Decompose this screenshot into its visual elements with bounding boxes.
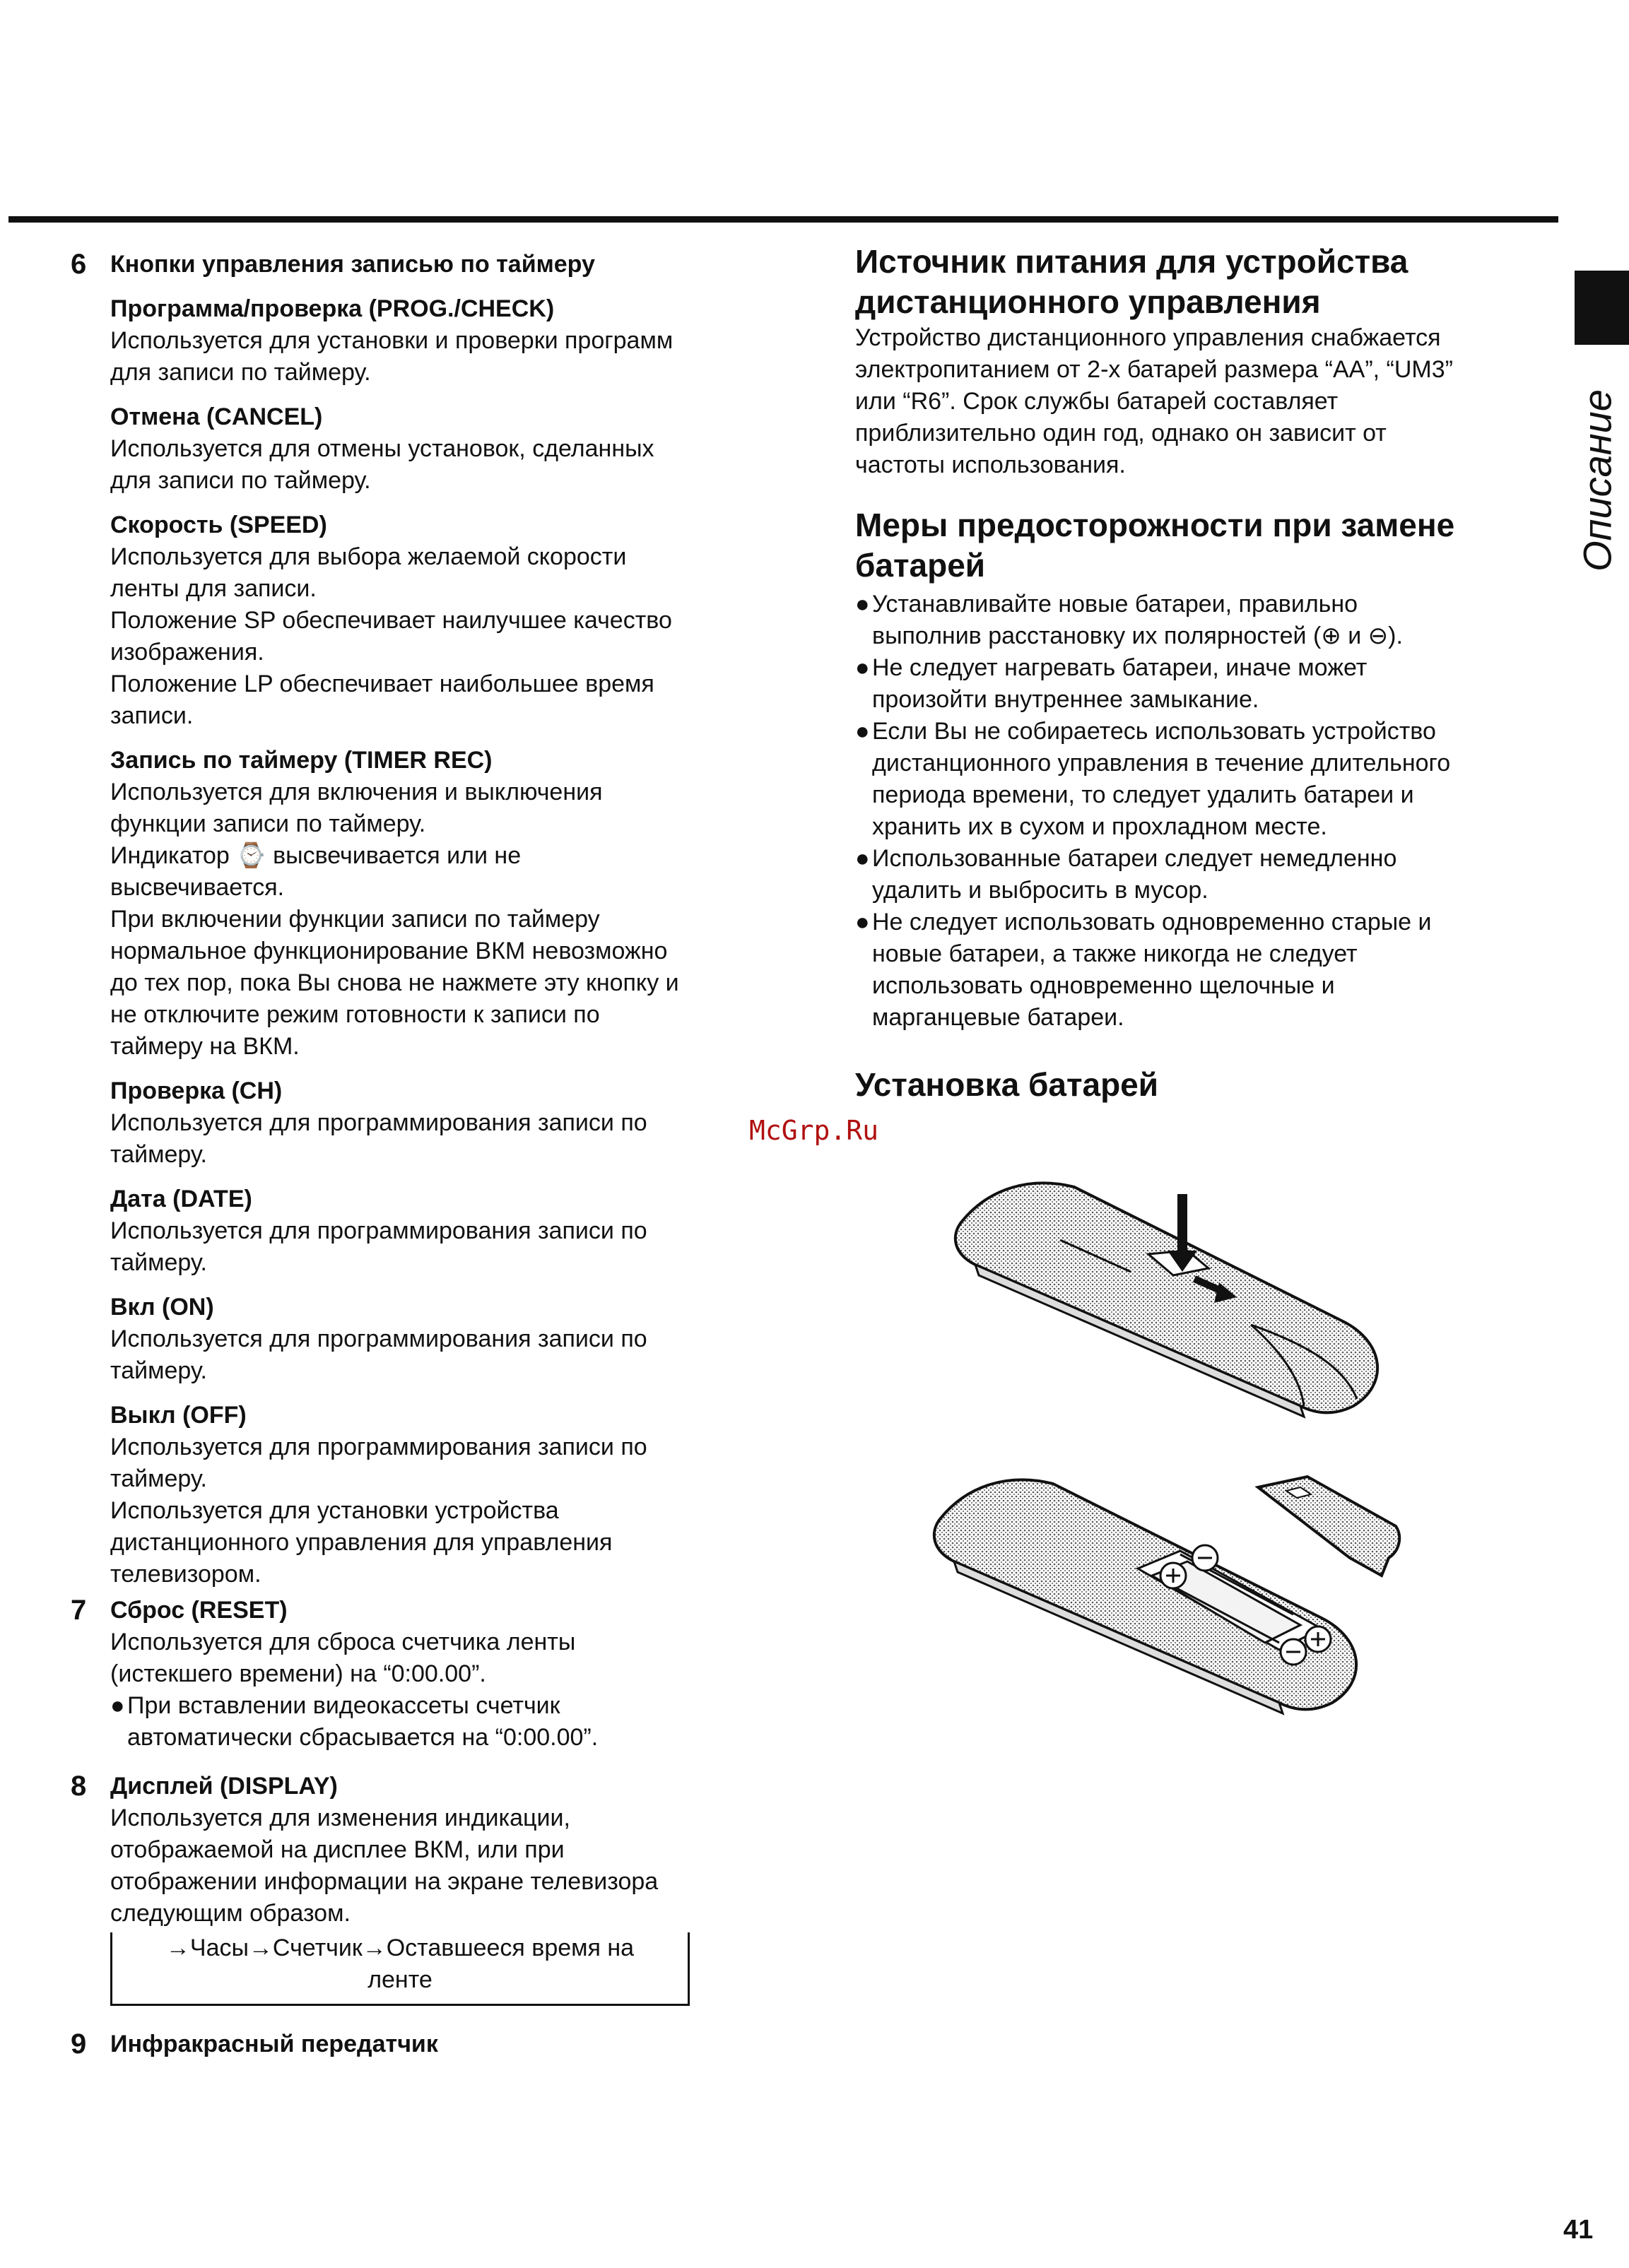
text-line: изображения. bbox=[110, 639, 264, 666]
text-line: таймеру на ВКМ. bbox=[110, 1033, 300, 1060]
section-heading: Источник питания для устройства дистанционного управления bbox=[855, 243, 1409, 320]
item-6 bbox=[71, 249, 735, 1590]
text-line: функции записи по таймеру. bbox=[110, 810, 426, 837]
text-line: следующим образом. bbox=[110, 1900, 351, 1927]
display-cycle-line: →Часы→Счетчик→Оставшееся время на bbox=[165, 1935, 635, 1961]
sub-title: Скорость (SPEED) bbox=[110, 512, 327, 538]
text-line: электропитанием от 2-х батарей размера “AA”, “UM3” bbox=[855, 356, 1453, 383]
sub-date bbox=[110, 1183, 735, 1279]
item-7 bbox=[71, 1595, 735, 1754]
text-line: Используется для изменения индикации, bbox=[110, 1805, 570, 1831]
sub-on bbox=[110, 1292, 735, 1387]
text-line: для записи по таймеру. bbox=[110, 467, 371, 494]
sub-speed bbox=[110, 509, 735, 732]
text-line: таймеру. bbox=[110, 1465, 207, 1492]
section-battery-install bbox=[855, 1065, 1512, 1105]
text-line: Используется для программирования записи по bbox=[110, 1217, 647, 1244]
bullet-item: ● При вставлении видеокассеты счетчик автоматически сбрасывается на “0:00.00”. bbox=[110, 1692, 599, 1751]
text-line: для записи по таймеру. bbox=[110, 359, 371, 386]
bullet-item: ● Если Вы не собираетесь использовать устройство дистанционного управления в течение длительного периода времени, то следует удалить батареи и хранить их в сухом и прохладном месте. bbox=[855, 718, 1451, 840]
text-line: не отключите режим готовности к записи по bbox=[110, 1001, 600, 1028]
text-line: Используется для отмены установок, сделанных bbox=[110, 435, 654, 462]
text-line: приблизительно один год, однако он зависит от bbox=[855, 420, 1387, 447]
text-line: Используется для программирования записи по bbox=[110, 1109, 647, 1136]
text-line: Используется для программирования записи по bbox=[110, 1434, 647, 1460]
text-line: дистанционного управления для управления bbox=[110, 1529, 613, 1556]
bullet-item: ● Использованные батареи следует немедленно удалить и выбросить в мусор. bbox=[855, 845, 1397, 904]
text-line: телевизором. bbox=[110, 1561, 261, 1588]
sub-title: Отмена (CANCEL) bbox=[110, 403, 323, 430]
sub-title: Дата (DATE) bbox=[110, 1186, 252, 1212]
sub-check-ch bbox=[110, 1075, 735, 1171]
section-heading: Меры предосторожности при замене батарей bbox=[855, 507, 1455, 584]
text-line: высвечивается. bbox=[110, 874, 285, 901]
left-column bbox=[71, 249, 735, 2060]
text-line: Используется для выбора желаемой скорости bbox=[110, 543, 627, 570]
text-line: нормальное функционирование ВКМ невозможно bbox=[110, 938, 668, 964]
text-line: (истекшего времени) на “0:00.00”. bbox=[110, 1660, 486, 1687]
down-arrow-icon bbox=[1177, 1194, 1187, 1254]
text-line: Используется для установки и проверки программ bbox=[110, 327, 674, 354]
sub-title: Вкл (ON) bbox=[110, 1294, 214, 1321]
text-line: отображаемой на дисплее ВКМ, или при bbox=[110, 1836, 565, 1863]
item-number: 8 bbox=[71, 1771, 87, 1802]
battery-cover bbox=[1258, 1477, 1399, 1576]
text-line: записи. bbox=[110, 702, 194, 729]
bullet-list bbox=[855, 589, 1512, 1034]
display-cycle-diagram bbox=[110, 1932, 690, 2006]
text-line: Индикатор ⌚ высвечивается или не bbox=[110, 842, 522, 869]
section-battery-precautions bbox=[855, 505, 1512, 1034]
item-number: 9 bbox=[71, 2028, 87, 2060]
item-title: Кнопки управления записью по таймеру bbox=[110, 251, 595, 278]
text-line: таймеру. bbox=[110, 1249, 207, 1276]
page-number: 41 bbox=[1563, 2215, 1594, 2245]
text-line: частоты использования. bbox=[855, 451, 1126, 478]
section-side-label: Описание bbox=[1575, 389, 1620, 572]
text-line: таймеру. bbox=[110, 1357, 207, 1384]
right-column bbox=[855, 242, 1512, 1105]
item-9 bbox=[71, 2028, 735, 2060]
item-number: 7 bbox=[71, 1595, 87, 1626]
sub-title: Запись по таймеру (TIMER REC) bbox=[110, 747, 493, 774]
bullet-item: ● Устанавливайте новые батареи, правильно выполнив расстановку их полярностей (⊕ и ⊖). bbox=[855, 591, 1403, 649]
text-line: Используется для сброса счетчика ленты bbox=[110, 1629, 576, 1655]
watermark: McGrp.Ru bbox=[749, 1115, 879, 1146]
text-line: Используется для включения и выключения bbox=[110, 779, 603, 805]
bullet-item: ● Не следует использовать одновременно старые и новые батареи, а также никогда не следует использовать одновременно щелочные и марганцевые батареи. bbox=[855, 909, 1432, 1031]
remote-batteries-illustration bbox=[926, 1470, 1406, 1724]
text-line: Устройство дистанционного управления снабжается bbox=[855, 324, 1441, 351]
bullet-list bbox=[110, 1690, 735, 1754]
text-line: ленты для записи. bbox=[110, 575, 317, 602]
bullet-item: ● Не следует нагревать батареи, иначе может произойти внутреннее замыкание. bbox=[855, 654, 1368, 713]
sub-prog-check bbox=[110, 293, 735, 389]
text-line: отображении информации на экране телевизора bbox=[110, 1868, 659, 1895]
sub-title: Программа/проверка (PROG./CHECK) bbox=[110, 295, 555, 322]
text-line: до тех пор, пока Вы снова не нажмете эту кнопку и bbox=[110, 969, 679, 996]
sub-timer-rec bbox=[110, 745, 735, 1063]
text-line: Используется для установки устройства bbox=[110, 1497, 559, 1524]
text-line: таймеру. bbox=[110, 1141, 207, 1168]
remote-open-cover-illustration bbox=[947, 1173, 1399, 1427]
text-line: Положение SP обеспечивает наилучшее качество bbox=[110, 607, 672, 634]
section-power-source bbox=[855, 242, 1512, 481]
item-title: Инфракрасный передатчик bbox=[110, 2031, 438, 2057]
text-line: Положение LP обеспечивает наибольшее время bbox=[110, 671, 654, 697]
sub-title: Проверка (CH) bbox=[110, 1077, 283, 1104]
item-number: 6 bbox=[71, 249, 87, 280]
sub-cancel bbox=[110, 401, 735, 497]
text-line: Используется для программирования записи по bbox=[110, 1325, 647, 1352]
top-rule bbox=[8, 216, 1558, 223]
item-8 bbox=[71, 1771, 735, 2006]
text-line: или “R6”. Срок службы батарей составляет bbox=[855, 388, 1339, 415]
sub-off bbox=[110, 1400, 735, 1590]
display-cycle-line: ленте bbox=[367, 1966, 433, 1993]
text-line: При включении функции записи по таймеру bbox=[110, 906, 600, 933]
sub-title: Выкл (OFF) bbox=[110, 1402, 247, 1429]
item-title: Сброс (RESET) bbox=[110, 1597, 288, 1624]
item-title: Дисплей (DISPLAY) bbox=[110, 1773, 338, 1800]
section-tab-marker bbox=[1575, 271, 1629, 345]
section-heading: Установка батарей bbox=[855, 1066, 1159, 1103]
